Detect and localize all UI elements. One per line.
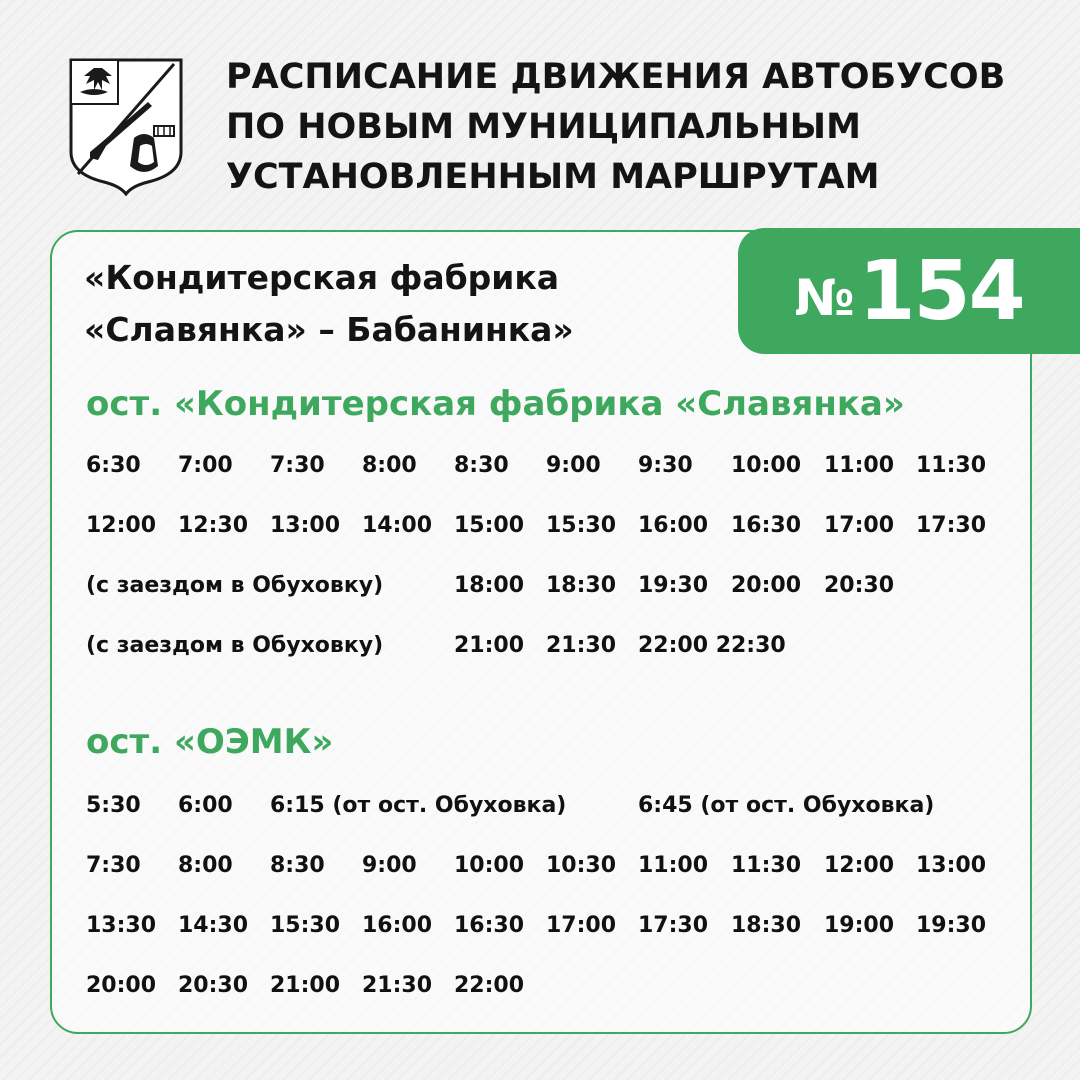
departure-time: 15:30: [546, 513, 617, 538]
departure-time: 12:30: [178, 513, 249, 538]
departure-time: 17:30: [916, 513, 987, 538]
departure-time: 13:00: [916, 853, 987, 878]
departure-time: 18:30: [731, 913, 802, 938]
departure-time: 6:15 (от ост. Обуховка): [270, 793, 567, 818]
departure-time: 14:30: [178, 913, 249, 938]
departure-time: 19:00: [824, 913, 895, 938]
departure-time: 16:00: [638, 513, 709, 538]
city-coat-of-arms-icon: [68, 56, 184, 196]
departure-time: 15:30: [270, 913, 341, 938]
departure-time: 10:00: [454, 853, 525, 878]
departure-time: 17:00: [546, 913, 617, 938]
departure-time: 21:00: [454, 633, 525, 658]
departure-time: 13:00: [270, 513, 341, 538]
departure-time: 17:00: [824, 513, 895, 538]
departure-time: 8:00: [362, 453, 417, 478]
departure-time: 11:00: [638, 853, 709, 878]
departure-time: 9:30: [638, 453, 693, 478]
route-name-line-1: «Кондитерская фабрика: [84, 258, 560, 297]
departure-time: 15:00: [454, 513, 525, 538]
page-title: [226, 52, 1066, 202]
departure-time: (с заездом в Обуховку): [86, 633, 384, 658]
departure-time: 12:00: [86, 513, 157, 538]
departure-time: 19:30: [638, 573, 709, 598]
number-sign: №: [794, 269, 855, 327]
departure-time: 17:30: [638, 913, 709, 938]
departure-time: 16:30: [454, 913, 525, 938]
title-line-3: УСТАНОВЛЕННЫМ МАРШРУТАМ: [226, 157, 880, 197]
departure-time: 21:00: [270, 973, 341, 998]
departure-time: 6:30: [86, 453, 141, 478]
route-name: [84, 252, 724, 356]
departure-time: 10:30: [546, 853, 617, 878]
title-line-1: РАСПИСАНИЕ ДВИЖЕНИЯ АВТОБУСОВ: [226, 57, 1006, 97]
departure-time: 5:30: [86, 793, 141, 818]
title-line-2: ПО НОВЫМ МУНИЦИПАЛЬНЫМ: [226, 107, 861, 147]
departure-time: 21:30: [546, 633, 617, 658]
departure-time: (с заездом в Обуховку): [86, 573, 384, 598]
route-number-badge: [738, 228, 1080, 354]
route-name-line-2: «Славянка» – Бабанинка»: [84, 310, 574, 349]
departure-time: 6:00: [178, 793, 233, 818]
departure-time: 20:30: [824, 573, 895, 598]
departure-time: 13:30: [86, 913, 157, 938]
departure-time: 16:30: [731, 513, 802, 538]
departure-time: 7:30: [270, 453, 325, 478]
stop-title-oemk: ост. «ОЭМК»: [86, 722, 334, 762]
departure-time: 9:00: [546, 453, 601, 478]
stop-title-slavyanka: ост. «Кондитерская фабрика «Славянка»: [86, 384, 905, 424]
departure-time: 16:00: [362, 913, 433, 938]
departure-time: 8:30: [270, 853, 325, 878]
departure-time: 7:30: [86, 853, 141, 878]
departure-time: 21:30: [362, 973, 433, 998]
departure-time: 11:30: [731, 853, 802, 878]
route-number: 154: [858, 243, 1024, 339]
departure-time: 6:45 (от ост. Обуховка): [638, 793, 935, 818]
departure-time: 11:00: [824, 453, 895, 478]
departure-time: 22:00 22:30: [638, 633, 786, 658]
departure-time: 18:30: [546, 573, 617, 598]
departure-time: 20:00: [86, 973, 157, 998]
departure-time: 7:00: [178, 453, 233, 478]
departure-time: 18:00: [454, 573, 525, 598]
departure-time: 12:00: [824, 853, 895, 878]
departure-time: 20:00: [731, 573, 802, 598]
departure-time: 8:00: [178, 853, 233, 878]
departure-time: 10:00: [731, 453, 802, 478]
departure-time: 9:00: [362, 853, 417, 878]
departure-time: 11:30: [916, 453, 987, 478]
departure-time: 14:00: [362, 513, 433, 538]
departure-time: 22:00: [454, 973, 525, 998]
departure-time: 19:30: [916, 913, 987, 938]
departure-time: 20:30: [178, 973, 249, 998]
departure-time: 8:30: [454, 453, 509, 478]
